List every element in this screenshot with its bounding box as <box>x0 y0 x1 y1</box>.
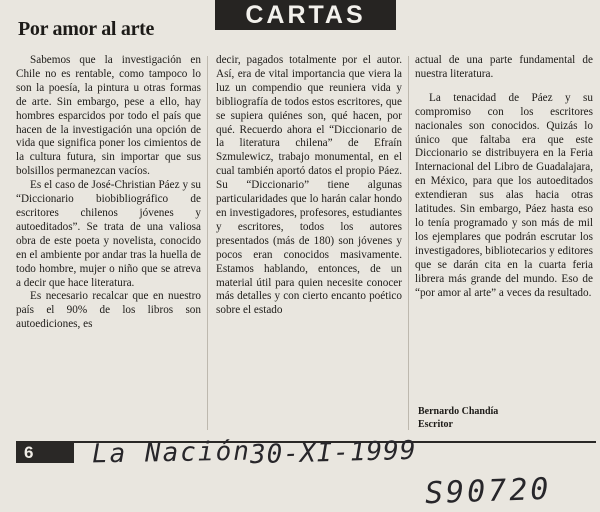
page-number: 6 <box>16 443 74 463</box>
article-column-1 <box>16 54 201 332</box>
article-column-2 <box>216 54 402 318</box>
handwritten-date: 30-XI-1999 <box>249 435 417 471</box>
column-divider <box>408 56 409 430</box>
article-headline: Por amor al arte <box>18 18 155 40</box>
paragraph: actual de una parte fundamental de nuestra literatura. <box>415 54 593 80</box>
paragraph: Es necesario recalcar que en nuestro país el 90% de los libros son autoediciones, es <box>16 290 201 331</box>
column-divider <box>207 56 208 430</box>
paragraph: decir, pagados totalmente por el autor. Así, era de vital importancia que viera la luz un compendio que reuniera vida y bibliografía de todos estos escritores, que se supiera quiénes son, qué hacen, por qué. Recuerdo ahora el “Diccionario de la literatura chilena” de Efraín Szmulewicz, trabajo monumental, en el cual también aportó datos el propio Páez. Su “Diccionario” tiene algunas particularidades que lo harán calar hondo en investigadores, profesores, estudiantes y escritores, todos los autores presentados (más de 180) son jóvenes y pocos eran conocidos masivamente. Estamos hablando, entonces, de un material útil para quien necesite conocer más detalles y con cierto encanto poético sobre el estado <box>216 54 402 317</box>
paragraph: La tenacidad de Páez y su compromiso con los escritores nacionales son conocidos. Quizás lo único que faltaba era que este Diccionario se distribuyera en la Feria Internacional del Libro de Guadalajara, en México, para que los autoeditados extendieran sus alas hacia otras latitudes. Sin embargo, Páez hasta eso lo tenía programado y son más de mil los ejemplares que podrán escrutar los investigadores, bibliotecarios y editores que se darán cita en la cuarta feria librera más grande del mundo. Eso de “por amor al arte” a veces da resultado. <box>415 91 593 299</box>
paragraph: Es el caso de José-Christian Páez y su “Diccionario biobibliográfico de escritores chilenos jóvenes y autoeditados”. Se trata de una valiosa obra de este poeta y novelista, conocido en el ambiente por andar tras la huella de todo hombre, mujer o niño que se atreva a decir que hace literatura. <box>16 179 201 289</box>
handwritten-source: La Nación <box>91 436 252 470</box>
handwritten-code: S90720 <box>424 471 552 512</box>
paragraph: Sabemos que la investigación en Chile no es rentable, como tampoco lo son la poesía, la pintura u otras formas de arte. Sin embargo, pese a ello, hay hombres esparcidos por todo el país que hacen de la investigación una opción de vida que significa poner los cimientos de la cultura futura, sin importar que sus bolsillos permanezcan vacíos. <box>16 54 201 178</box>
article-column-3 <box>415 54 593 300</box>
section-banner: CARTAS <box>215 0 396 30</box>
author-name: Bernardo Chandía <box>418 406 499 417</box>
author-role: Escritor <box>418 419 453 430</box>
author-signature <box>418 405 498 431</box>
